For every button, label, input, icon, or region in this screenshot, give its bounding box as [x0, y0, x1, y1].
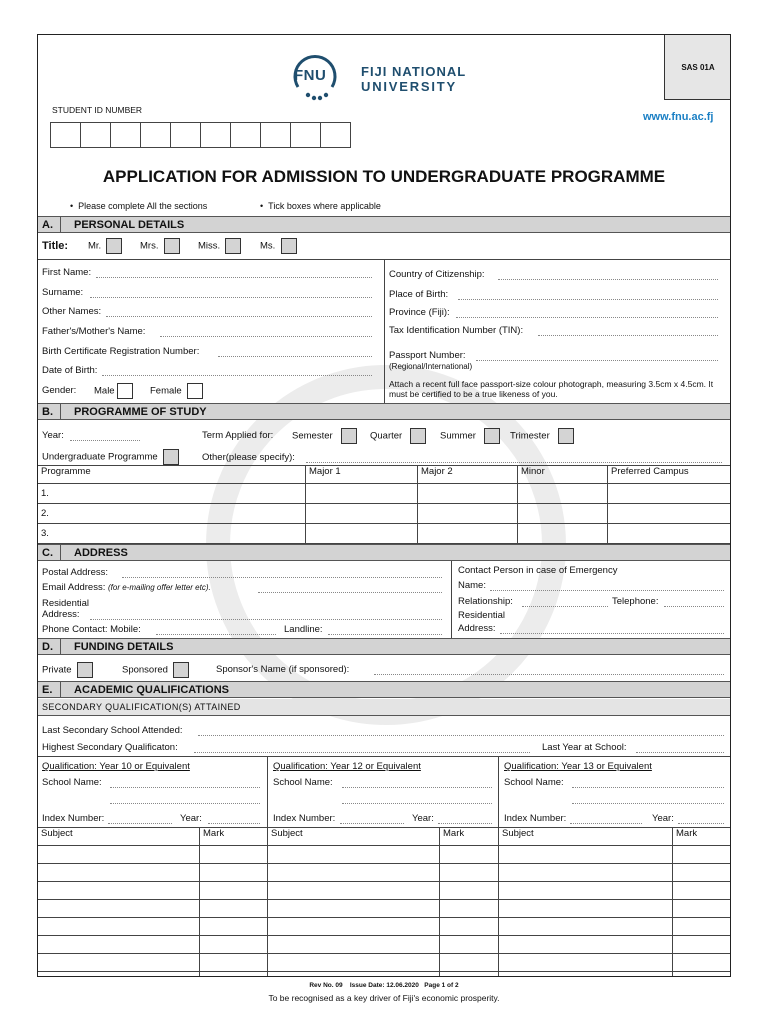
- total-label: [38, 972, 200, 978]
- subject-cell[interactable]: [38, 954, 200, 972]
- qual-year-label: Year:: [652, 813, 674, 824]
- table-row[interactable]: [38, 524, 731, 544]
- school-name-label: School Name:: [273, 777, 333, 788]
- mark-cell[interactable]: [200, 846, 268, 864]
- footer-revision: Rev No. 09 Issue Date: 12.06.2020 Page 1 of 2: [309, 982, 459, 989]
- subject-cell[interactable]: [38, 882, 200, 900]
- school-name-field-2[interactable]: [572, 803, 724, 804]
- major2-cell[interactable]: [418, 524, 518, 544]
- form-title: APPLICATION FOR ADMISSION TO UNDERGRADUATE PROGRAMME: [102, 167, 666, 186]
- mark-cell[interactable]: [200, 918, 268, 936]
- last-school-field[interactable]: [198, 735, 724, 736]
- title-option-mrs[interactable]: Mrs.: [140, 238, 180, 254]
- minor-cell[interactable]: [518, 484, 608, 504]
- qual-year-label: Year:: [412, 813, 434, 824]
- residential-address-field[interactable]: [90, 619, 442, 620]
- mark-cell[interactable]: [673, 900, 731, 918]
- subject-header: Subject: [268, 828, 440, 846]
- campus-cell[interactable]: [608, 484, 731, 504]
- funding-sponsored-option[interactable]: Sponsored: [122, 662, 189, 678]
- sponsor-name-label: Sponsor's Name (if sponsored):: [216, 664, 350, 675]
- index-number-field[interactable]: [570, 823, 642, 824]
- index-number-label: Index Number:: [273, 813, 336, 824]
- mark-cell[interactable]: [200, 936, 268, 954]
- birth-cert-field[interactable]: [218, 356, 372, 357]
- major2-cell[interactable]: [418, 504, 518, 524]
- school-name-label: School Name:: [42, 777, 102, 788]
- section-title: ACADEMIC QUALIFICATIONS: [74, 684, 230, 696]
- gender-female-option[interactable]: Female: [150, 383, 203, 399]
- table-row[interactable]: [38, 864, 731, 882]
- subject-cell[interactable]: [268, 882, 440, 900]
- section-title: PERSONAL DETAILS: [74, 219, 185, 231]
- instruction-tick: • Tick boxes where applicable: [260, 201, 381, 211]
- website-link[interactable]: www.fnu.ac.fj: [643, 111, 714, 123]
- term-trimester-option[interactable]: Trimester: [510, 428, 574, 444]
- emergency-address-field[interactable]: [500, 633, 724, 634]
- column-header-programme: Programme: [38, 466, 306, 484]
- column-header-major1: Major 1: [306, 466, 418, 484]
- qualification-year10-heading: Qualification: Year 10 or Equivalent: [42, 761, 190, 772]
- university-name-line1: FIJI NATIONAL: [361, 64, 467, 79]
- section-letter: D.: [42, 641, 53, 653]
- student-id-label: STUDENT ID NUMBER: [52, 105, 143, 115]
- passport-label: Passport Number:: [389, 350, 466, 361]
- title-option-ms[interactable]: Ms.: [260, 238, 297, 254]
- dob-label: Date of Birth:: [42, 365, 98, 376]
- student-id-digit[interactable]: [171, 123, 201, 148]
- subject-cell[interactable]: [499, 882, 673, 900]
- year-field[interactable]: [70, 440, 140, 441]
- first-name-label: First Name:: [42, 267, 92, 278]
- major1-cell[interactable]: [306, 524, 418, 544]
- mark-cell[interactable]: [200, 900, 268, 918]
- column-header-minor: Minor: [518, 466, 608, 484]
- subject-cell[interactable]: [268, 900, 440, 918]
- subject-cell[interactable]: [268, 864, 440, 882]
- row-number: 1.: [38, 484, 306, 504]
- school-name-field[interactable]: [572, 787, 724, 788]
- subject-cell[interactable]: [268, 936, 440, 954]
- index-number-label: Index Number:: [504, 813, 567, 824]
- table-row[interactable]: [38, 954, 731, 972]
- other-programme-label: Other(please specify):: [202, 452, 295, 463]
- undergraduate-programme-option[interactable]: Undergraduate Programme: [42, 449, 179, 465]
- subject-mark-table: [37, 827, 731, 977]
- application-form: [37, 34, 731, 977]
- subject-cell[interactable]: [268, 846, 440, 864]
- total-mark-cell[interactable]: [673, 972, 731, 978]
- mobile-field[interactable]: [156, 634, 276, 635]
- mark-cell[interactable]: [673, 936, 731, 954]
- section-title: PROGRAMME OF STUDY: [74, 406, 207, 418]
- last-year-field[interactable]: [636, 752, 724, 753]
- residential-address-label: Address:: [42, 609, 80, 620]
- emergency-name-label: Name:: [458, 580, 486, 591]
- other-names-label: Other Names:: [42, 306, 102, 317]
- form-code: SAS 01A: [681, 63, 715, 72]
- emergency-address-label: Address:: [458, 623, 496, 634]
- subject-cell[interactable]: [38, 900, 200, 918]
- term-label: Term Applied for:: [202, 430, 274, 441]
- section-e-header: [38, 681, 730, 698]
- logo-letters: FNU: [294, 67, 327, 84]
- mark-header: Mark: [440, 828, 499, 846]
- row-number: 2.: [38, 504, 306, 524]
- student-id-digit[interactable]: [291, 123, 321, 148]
- mark-cell[interactable]: [673, 882, 731, 900]
- section-title: ADDRESS: [74, 547, 128, 559]
- last-year-label: Last Year at School:: [542, 742, 627, 753]
- school-name-label: School Name:: [504, 777, 564, 788]
- mark-cell[interactable]: [200, 864, 268, 882]
- telephone-label: Telephone:: [612, 596, 659, 607]
- email-address-label: Email Address: (for e-mailing offer letter etc).: [42, 582, 211, 593]
- subject-cell[interactable]: [268, 954, 440, 972]
- title-option-mr[interactable]: Mr.: [88, 238, 122, 254]
- citizenship-label: Country of Citizenship:: [389, 269, 485, 280]
- total-row[interactable]: [38, 972, 731, 978]
- row-number: 3.: [38, 524, 306, 544]
- passport-note: (Regional/International): [389, 362, 473, 371]
- mark-cell[interactable]: [440, 864, 499, 882]
- secondary-qualifications-subheader: SECONDARY QUALIFICATION(S) ATTAINED: [38, 699, 730, 716]
- other-programme-field[interactable]: [306, 462, 722, 463]
- mobile-label: Phone Contact: Mobile:: [42, 624, 141, 635]
- section-b-header: [38, 403, 730, 420]
- surname-label: Surname:: [42, 287, 84, 298]
- school-name-field[interactable]: [342, 787, 492, 788]
- section-c-header: [38, 544, 730, 561]
- qualification-year12-heading: Qualification: Year 12 or Equivalent: [273, 761, 421, 772]
- emergency-name-field[interactable]: [490, 590, 724, 591]
- mark-cell[interactable]: [673, 864, 731, 882]
- subject-header: Subject: [499, 828, 673, 846]
- mark-cell[interactable]: [673, 954, 731, 972]
- passport-field[interactable]: [476, 360, 718, 361]
- highest-qualification-label: Highest Secondary Qualificaton:: [42, 742, 178, 753]
- email-address-field[interactable]: [258, 592, 442, 593]
- table-row[interactable]: [38, 918, 731, 936]
- relationship-label: Relationship:: [458, 596, 513, 607]
- telephone-field[interactable]: [664, 606, 724, 607]
- total-label: [268, 972, 440, 978]
- total-mark-cell[interactable]: [440, 972, 499, 978]
- tin-label: Tax Identification Number (TIN):: [389, 325, 524, 336]
- student-id-digit[interactable]: [51, 123, 81, 148]
- province-field[interactable]: [456, 317, 718, 318]
- mark-cell[interactable]: [440, 954, 499, 972]
- programme-table-header: [38, 466, 731, 484]
- subject-cell[interactable]: [499, 936, 673, 954]
- qual-year-field[interactable]: [678, 823, 724, 824]
- section-d-header: [38, 638, 730, 655]
- campus-cell[interactable]: [608, 504, 731, 524]
- year-label: Year:: [42, 430, 64, 441]
- total-mark-cell[interactable]: [200, 972, 268, 978]
- section-title: FUNDING DETAILS: [74, 641, 174, 653]
- form-code-box: [664, 35, 731, 100]
- table-row[interactable]: [38, 846, 731, 864]
- mark-cell[interactable]: [440, 900, 499, 918]
- postal-address-label: Postal Address:: [42, 567, 109, 578]
- subject-cell[interactable]: [499, 900, 673, 918]
- section-a-header: [38, 216, 730, 233]
- column-header-campus: Preferred Campus: [608, 466, 731, 484]
- total-label: [499, 972, 673, 978]
- section-letter: E.: [42, 684, 53, 696]
- subject-cell[interactable]: [38, 918, 200, 936]
- student-id-digit[interactable]: [81, 123, 111, 148]
- qualification-year13-heading: Qualification: Year 13 or Equivalent: [504, 761, 652, 772]
- school-name-field-2[interactable]: [342, 803, 492, 804]
- funding-private-option[interactable]: Private: [42, 662, 93, 678]
- student-id-boxes[interactable]: [50, 122, 351, 148]
- school-name-field-2[interactable]: [110, 803, 260, 804]
- table-row[interactable]: [38, 504, 731, 524]
- term-quarter-option[interactable]: Quarter: [370, 428, 426, 444]
- subject-cell[interactable]: [499, 918, 673, 936]
- mark-cell[interactable]: [440, 846, 499, 864]
- instruction-complete: • Please complete All the sections: [70, 201, 208, 211]
- major2-cell[interactable]: [418, 484, 518, 504]
- highest-qualification-field[interactable]: [194, 752, 530, 753]
- tin-field[interactable]: [538, 335, 718, 336]
- qual-year-field[interactable]: [208, 823, 260, 824]
- other-names-field[interactable]: [106, 316, 372, 317]
- school-name-field[interactable]: [110, 787, 260, 788]
- section-letter: A.: [42, 219, 53, 231]
- relationship-field[interactable]: [522, 606, 608, 607]
- mark-cell[interactable]: [440, 882, 499, 900]
- term-semester-option[interactable]: Semester: [292, 428, 357, 444]
- major1-cell[interactable]: [306, 484, 418, 504]
- mark-cell[interactable]: [200, 954, 268, 972]
- title-option-miss[interactable]: Miss.: [198, 238, 241, 254]
- index-number-label: Index Number:: [42, 813, 105, 824]
- dob-field[interactable]: [102, 375, 372, 376]
- programme-table: [37, 465, 731, 544]
- parent-name-field[interactable]: [160, 336, 372, 337]
- gender-male-option[interactable]: Male: [94, 383, 133, 399]
- gender-label: Gender:: [42, 385, 77, 396]
- student-id-digit[interactable]: [141, 123, 171, 148]
- index-number-field[interactable]: [108, 823, 172, 824]
- section-letter: C.: [42, 547, 53, 559]
- surname-field[interactable]: [90, 297, 372, 298]
- qual-year-field[interactable]: [438, 823, 492, 824]
- student-id-digit[interactable]: [321, 123, 351, 148]
- mark-cell[interactable]: [440, 936, 499, 954]
- emergency-contact-heading: Contact Person in case of Emergency: [458, 565, 618, 576]
- subject-cell[interactable]: [38, 864, 200, 882]
- residential-label: Residential: [42, 598, 89, 609]
- landline-field[interactable]: [328, 634, 442, 635]
- subject-mark-header: [38, 828, 731, 846]
- university-name-line2: UNIVERSITY: [361, 79, 458, 94]
- place-of-birth-field[interactable]: [458, 299, 718, 300]
- landline-label: Landline:: [284, 624, 323, 635]
- subject-cell[interactable]: [38, 936, 200, 954]
- subject-header: Subject: [38, 828, 200, 846]
- campus-cell[interactable]: [608, 524, 731, 544]
- photo-instructions: Attach a recent full face passport-size colour photograph, measuring 3.5cm x 4.5cm. It must be certified to be a true likeness of you.: [389, 379, 714, 399]
- subject-cell[interactable]: [268, 918, 440, 936]
- title-label: Title:: [42, 240, 69, 252]
- mark-cell[interactable]: [673, 846, 731, 864]
- table-row[interactable]: [38, 882, 731, 900]
- citizenship-field[interactable]: [498, 279, 718, 280]
- section-letter: B.: [42, 406, 53, 418]
- subject-cell[interactable]: [499, 954, 673, 972]
- mark-header: Mark: [673, 828, 731, 846]
- student-id-digit[interactable]: [111, 123, 141, 148]
- mark-cell[interactable]: [673, 918, 731, 936]
- emergency-residential-label: Residential: [458, 610, 505, 621]
- qual-year-label: Year:: [180, 813, 202, 824]
- province-label: Province (Fiji):: [389, 307, 450, 318]
- term-summer-option[interactable]: Summer: [440, 428, 500, 444]
- index-number-field[interactable]: [340, 823, 404, 824]
- table-row[interactable]: [38, 484, 731, 504]
- mark-cell[interactable]: [200, 882, 268, 900]
- minor-cell[interactable]: [518, 504, 608, 524]
- column-header-major2: Major 2: [418, 466, 518, 484]
- mark-cell[interactable]: [440, 918, 499, 936]
- sponsor-name-field[interactable]: [374, 674, 724, 675]
- subject-cell[interactable]: [499, 864, 673, 882]
- footer-slogan: To be recognised as a key driver of Fiji's economic prosperity.: [268, 993, 500, 1003]
- birth-cert-label: Birth Certificate Registration Number:: [42, 346, 200, 357]
- subject-cell[interactable]: [499, 846, 673, 864]
- table-row[interactable]: [38, 900, 731, 918]
- last-school-label: Last Secondary School Attended:: [42, 725, 183, 736]
- minor-cell[interactable]: [518, 524, 608, 544]
- place-of-birth-label: Place of Birth:: [389, 289, 449, 300]
- student-id-digit[interactable]: [231, 123, 261, 148]
- student-id-digit[interactable]: [261, 123, 291, 148]
- first-name-field[interactable]: [96, 277, 372, 278]
- postal-address-field[interactable]: [122, 577, 442, 578]
- subject-cell[interactable]: [38, 846, 200, 864]
- parent-name-label: Father's/Mother's Name:: [42, 326, 146, 337]
- mark-header: Mark: [200, 828, 268, 846]
- student-id-digit[interactable]: [201, 123, 231, 148]
- table-row[interactable]: [38, 936, 731, 954]
- major1-cell[interactable]: [306, 504, 418, 524]
